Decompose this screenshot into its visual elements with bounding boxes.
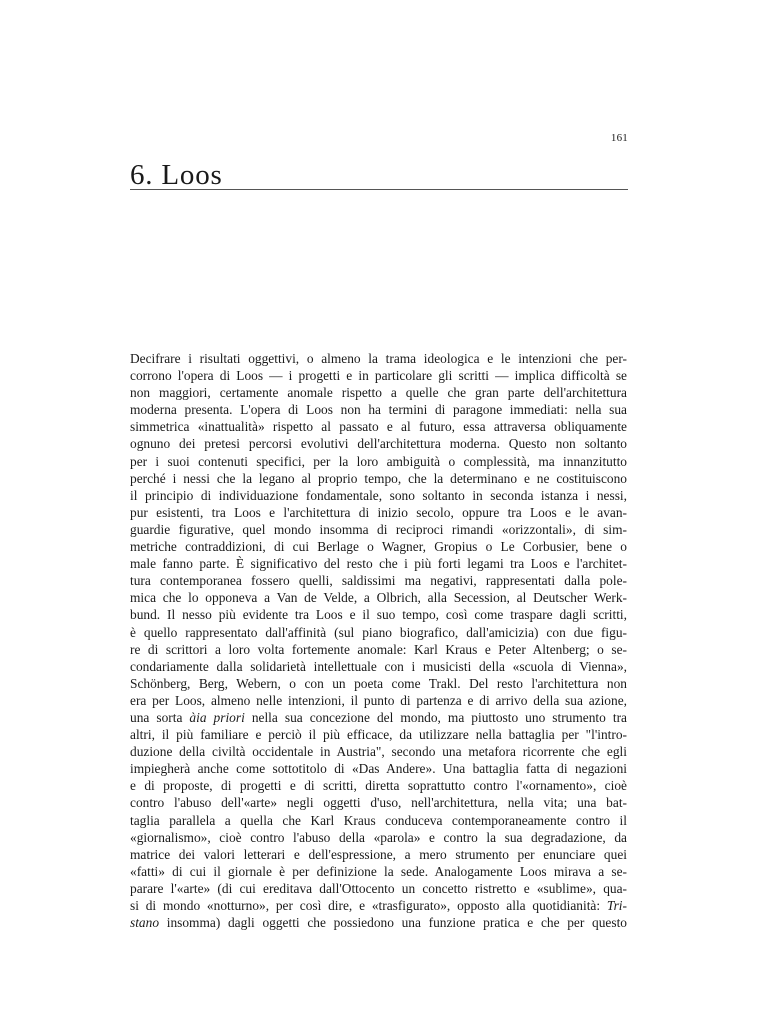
line-text: bund. Il nesso più evidente tra Loos e il suo tempo, così come traspare dagli scritti, xyxy=(130,607,627,623)
line-text: nella sua concezione del mondo, ma piuttosto uno strumento tra xyxy=(244,709,627,725)
italic-text: stano xyxy=(130,915,160,931)
text-line xyxy=(130,435,627,452)
text-line xyxy=(130,760,627,777)
text-line xyxy=(130,726,627,743)
text-line xyxy=(130,658,627,675)
line-text: «giornalismo», cioè contro l'abuso della «parola» e contro la sua degradazione, da xyxy=(130,829,627,845)
line-text: pur esistenti, tra Loos e l'architettura di inizio secolo, oppure tra Loos e le avan- xyxy=(130,504,627,520)
text-line xyxy=(130,367,627,384)
text-line xyxy=(130,624,627,641)
body-paragraph xyxy=(130,350,627,931)
italic-text: àia priori xyxy=(189,709,245,725)
text-line xyxy=(130,914,627,931)
text-line xyxy=(130,521,627,538)
line-text: il principio di individuazione fondamentale, sono soltanto in seconda istanza i nessi, xyxy=(130,487,627,503)
text-line xyxy=(130,487,627,504)
text-line xyxy=(130,572,627,589)
line-text: tura contemporanea fossero quelli, saldissimi ma negativi, rappresentati dalla pole- xyxy=(130,573,627,589)
line-text: Schönberg, Berg, Webern, o con un poeta come Trakl. Del resto l'architettura non xyxy=(130,675,627,691)
text-line xyxy=(130,589,627,606)
line-text: insomma) dagli oggetti che possiedono una funzione pratica e che per questo xyxy=(159,915,627,931)
line-text: simmetrica «inattualità» rispetto al passato e al futuro, essa attraversa obliquamente xyxy=(130,419,627,435)
line-text: altri, il più familiare e perciò il più efficace, da utilizzare nella battaglia per "l'intro- xyxy=(130,727,627,743)
line-text: Decifrare i risultati oggettivi, o almeno la trama ideologica e le intenzioni che per- xyxy=(130,351,627,366)
line-text: ognuno dei pretesi percorsi evolutivi dell'architettura moderna. Questo non soltanto xyxy=(130,436,627,452)
text-line xyxy=(130,829,627,846)
line-text: moderna presenta. L'opera di Loos non ha termini di paragone immediati: nella sua xyxy=(130,402,627,418)
line-text: non maggiori, certamente anomale rispetto a quelle che gran parte dell'architettura xyxy=(130,385,627,401)
line-text: impiegherà anche come sottotitolo di «Das Andere». Una battaglia fatta di negazioni xyxy=(130,761,627,777)
text-line xyxy=(130,880,627,897)
text-line xyxy=(130,709,627,726)
page-number: 161 xyxy=(610,132,628,144)
text-line xyxy=(130,675,627,692)
text-line xyxy=(130,350,627,367)
line-text: male fanno parte. È significativo del resto che i più forti legami tra Loos e l'architet- xyxy=(130,556,627,572)
chapter-title: 6. Loos xyxy=(130,159,223,191)
line-text: una sorta xyxy=(130,709,190,725)
heading-rule xyxy=(130,189,628,190)
text-line xyxy=(130,504,627,521)
line-text: taglia parallela a quella che Karl Kraus conduceva contemporaneamente contro il xyxy=(130,812,627,828)
text-line xyxy=(130,384,627,401)
text-line xyxy=(130,812,627,829)
line-text: mica che lo opponeva a Van de Velde, a Olbrich, alla Secession, al Deutscher Werk- xyxy=(130,590,627,606)
text-line xyxy=(130,401,627,418)
line-text: contro l'abuso dell'«arte» negli oggetti d'uso, nell'architettura, nella vita; una bat- xyxy=(130,795,627,811)
line-text: re di scrittori a loro volta fortemente anomale: Karl Kraus e Peter Altenberg; o se- xyxy=(130,641,627,657)
text-line xyxy=(130,743,627,760)
text-line xyxy=(130,453,627,470)
text-line xyxy=(130,794,627,811)
line-text: e di proposte, di progetti e di scritti, diretta soprattutto contro l'«ornamento», cioè xyxy=(130,778,627,794)
line-text: «fatti» di cui il giornale è per definizione la sede. Analogamente Loos mirava a se- xyxy=(130,863,627,879)
text-line xyxy=(130,897,627,914)
line-text: si di mondo «notturno», per così dire, e «trasfigurato», opposto alla quotidianità: xyxy=(130,898,607,913)
text-line xyxy=(130,418,627,435)
text-line xyxy=(130,470,627,487)
line-text: condariamente dalla solidarietà intellettuale con i musicisti della «scuola di Vienna», xyxy=(130,658,627,674)
text-line xyxy=(130,863,627,880)
line-text: matrice dei valori letterari e dell'espressione, a mero strumento per enunciare quei xyxy=(130,846,627,862)
text-line xyxy=(130,777,627,794)
line-text: parare l'«arte» (di cui ereditava dall'Ottocento un concetto ristretto e «sublime», qua- xyxy=(130,880,627,896)
text-line xyxy=(130,846,627,863)
line-text: guardie figurative, quel mondo insomma di reciproci rimandi «orizzontali», di sim- xyxy=(130,521,627,537)
italic-text: Tri- xyxy=(606,898,627,913)
line-text: per i suoi contenuti specifici, per la loro ambiguità o complessità, ma innanzitutto xyxy=(130,453,627,469)
line-text: era per Loos, almeno nelle intenzioni, il punto di partenza e di arrivo della sua azione, xyxy=(130,692,627,708)
text-line xyxy=(130,692,627,709)
text-line xyxy=(130,538,627,555)
line-text: duzione della civiltà occidentale in Austria", secondo una metafora ricorrente che egli xyxy=(130,744,627,760)
text-line xyxy=(130,641,627,658)
line-text: corrono l'opera di Loos — i progetti e in particolare gli scritti — implica difficoltà se xyxy=(130,368,627,384)
text-line xyxy=(130,555,627,572)
line-text: metriche contraddizioni, di cui Berlage o Wagner, Gropius o Le Corbusier, bene o xyxy=(130,539,627,555)
line-text: è quello rappresentato dall'affinità (sul piano biografico, dall'amicizia) con due figu- xyxy=(130,624,627,640)
text-line xyxy=(130,606,627,623)
line-text: perché i nessi che la legano al proprio tempo, che la determinano e ne costituiscono xyxy=(130,470,627,486)
